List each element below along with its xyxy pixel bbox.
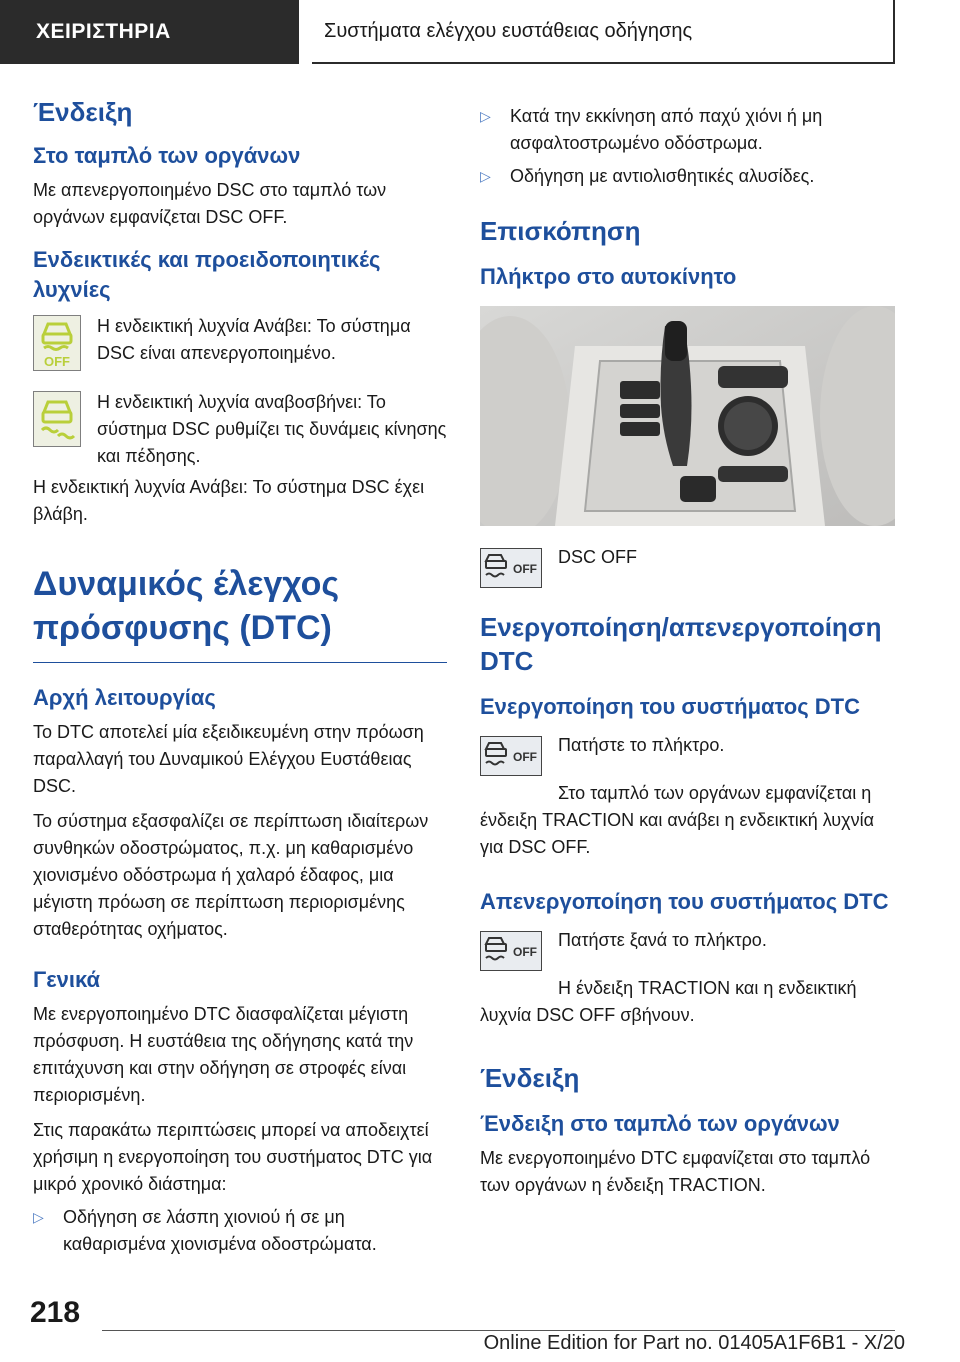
bullet-triangle-icon: ▷	[33, 1209, 44, 1225]
dtc-heading: Δυναμικός έλεγχος πρόσφυσης (DTC)	[33, 562, 447, 663]
button-heading: Πλήκτρο στο αυτοκίνητο	[480, 264, 737, 289]
list-item	[480, 163, 895, 190]
button-off-label: OFF	[513, 945, 537, 959]
disable-step2: Η ένδειξη TRACTION και η ενδεικτική λυχνία DSC OFF σβήνουν.	[480, 978, 857, 1025]
bullet-triangle-icon: ▷	[480, 168, 491, 184]
dsc-off-button-icon	[480, 736, 542, 776]
enable-heading: Ενεργοποίηση του συστήματος DTC	[480, 694, 860, 719]
list-item	[480, 103, 895, 157]
edition-footer: Online Edition for Part no. 01405A1F6B1 - X/20	[483, 1332, 905, 1354]
general-p2: Στις παρακάτω περιπτώσεις μπορεί να αποδειχτεί χρήσιμη η ενεργοποίηση του συστήματος DTC για μικρό χρονικό διάστημα:	[33, 1120, 433, 1194]
disable-heading: Απενεργοποίηση του συστήματος DTC	[480, 889, 889, 914]
dsc-off-label: DSC OFF	[558, 547, 637, 567]
overview-heading: Επισκόπηση	[480, 216, 641, 246]
center-console-photo	[480, 306, 895, 526]
footer-divider	[102, 1330, 895, 1331]
indication-heading: Ένδειξη	[33, 97, 133, 127]
button-off-label: OFF	[513, 562, 537, 576]
principle-heading: Αρχή λειτουργίας	[33, 685, 216, 710]
bullet-triangle-icon: ▷	[480, 108, 491, 124]
panel-heading: Στο ταμπλό των οργάνων	[33, 143, 301, 168]
panel-text: Με απενεργοποιημένο DSC στο ταμπλό των οργάνων εμφανίζεται DSC OFF.	[33, 180, 387, 227]
right-column	[480, 103, 895, 1199]
indication-heading: Ένδειξη	[480, 1063, 580, 1093]
lamp-row-off	[33, 313, 447, 371]
general-heading: Γενικά	[33, 967, 101, 992]
lamp3-text: Η ενδεικτική λυχνία Ανάβει: Το σύστημα DSC έχει βλάβη.	[33, 477, 425, 524]
lamps-heading: Ενδεικτικές και προειδοποιητικές λυχνίες	[33, 247, 381, 302]
bullet2-text: Κατά την εκκίνηση από παχύ χιόνι ή μη ασφαλτοστρωμένο οδόστρωμα.	[510, 106, 823, 153]
chapter-header: ΧΕΙΡΙΣΤΗΡΙΑ	[0, 0, 299, 64]
principle-p1: Το DTC αποτελεί μία εξειδικευμένη στην πρόωση παραλλαγή του Δυναμικού Ελέγχου Ευστάθειας DSC.	[33, 722, 424, 796]
dsc-active-lamp-icon	[33, 391, 81, 447]
list-item	[33, 1204, 447, 1258]
topic-header: Συστήματα ελέγχου ευστάθειας οδήγησης	[312, 0, 895, 64]
bullet3-text: Οδήγηση με αντιολισθητικές αλυσίδες.	[510, 166, 815, 186]
lamp1-text: Η ενδεικτική λυχνία Ανάβει: Το σύστημα DSC είναι απενεργοποιημένο.	[97, 316, 411, 363]
disable-row	[480, 927, 895, 971]
dsc-off-button-icon	[480, 931, 542, 971]
activation-heading: Ενεργοποίηση/απενεργοποίηση DTC	[480, 612, 882, 676]
lamp2-text: Η ενδεικτική λυχνία αναβοσβήνει: Το σύστημα DSC ρυθμίζει τις δυνάμεις κίνησης και πέδησης.	[97, 392, 447, 466]
left-column	[33, 95, 447, 1258]
principle-p2: Το σύστημα εξασφαλίζει σε περίπτωση ιδιαίτερων συνθηκών οδοστρώματος, π.χ. μη καθαρισμένο χιονισμένο οδόστρωμα ή χαλαρό έδαφος, μια μέγιστη πρόωση σε περίπτωση περιορισμένης σταθερότητας οχήματος.	[33, 811, 429, 939]
enable-step1: Πατήστε το πλήκτρο.	[558, 735, 725, 755]
dsc-off-row	[480, 544, 895, 588]
panel-heading: Ένδειξη στο ταμπλό των οργάνων	[480, 1111, 840, 1136]
enable-step2: Στο ταμπλό των οργάνων εμφανίζεται η ένδειξη TRACTION και ανάβει η ενδεικτική λυχνία για DSC OFF.	[480, 783, 874, 857]
dsc-off-button-icon	[480, 548, 542, 588]
button-off-label: OFF	[513, 750, 537, 764]
dsc-off-lamp-icon	[33, 315, 81, 371]
panel-text: Με ενεργοποιημένο DTC εμφανίζεται στο ταμπλό των οργάνων η ένδειξη TRACTION.	[480, 1148, 871, 1195]
page-number: 218	[30, 1296, 81, 1329]
lamp-row-flash	[33, 389, 447, 470]
general-p1: Με ενεργοποιημένο DTC διασφαλίζεται μέγιστη πρόσφυση. Η ευστάθεια της οδήγησης κατά την επιτάχυνση και στην οδήγηση σε στροφές είναι περιορισμένη.	[33, 1004, 414, 1105]
bullet1-text: Οδήγηση σε λάσπη χιονιού ή σε μη καθαρισμένα χιονισμένα οδοστρώματα.	[63, 1207, 377, 1254]
enable-row	[480, 732, 895, 776]
disable-step1: Πατήστε ξανά το πλήκτρο.	[558, 930, 767, 950]
lamp-off-label: OFF	[44, 354, 70, 369]
